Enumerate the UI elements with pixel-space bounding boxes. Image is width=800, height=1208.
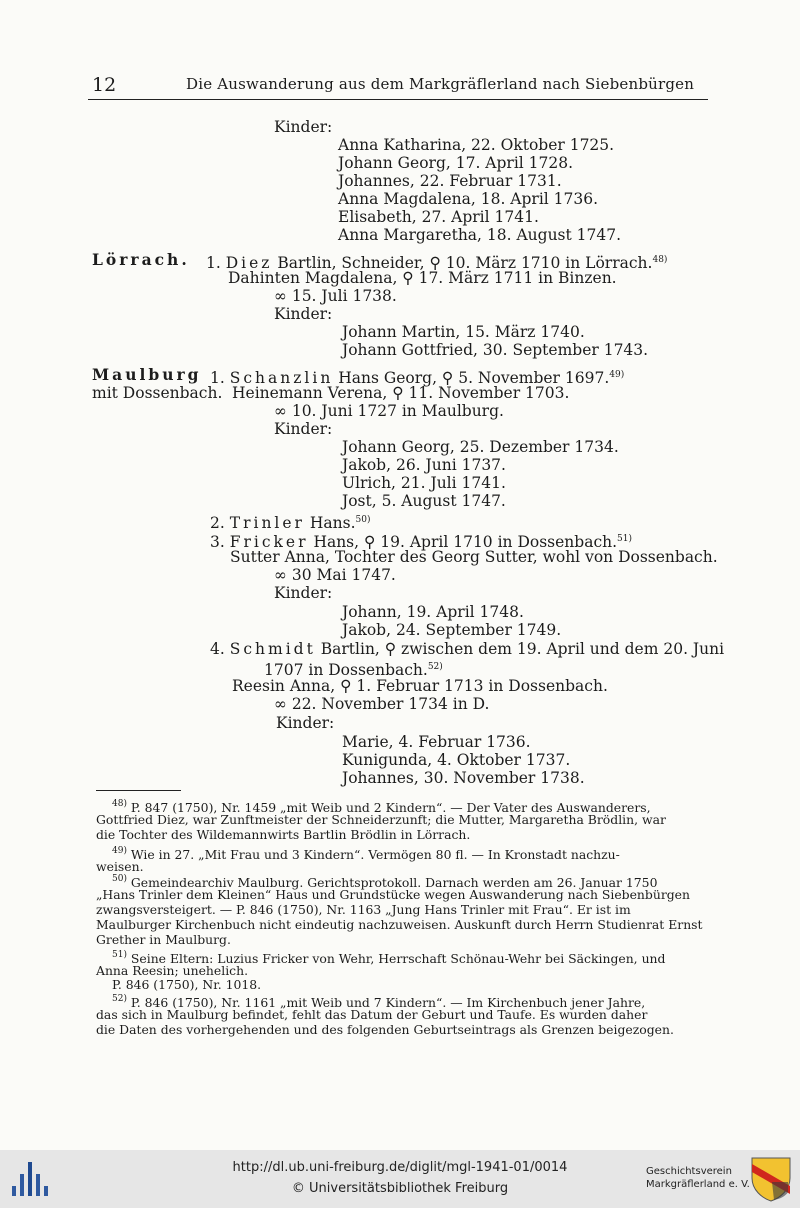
footnote-ref: 51) <box>617 534 633 544</box>
footnote-line: $^{49)}$ Wie in 27. „Mit Frau und 3 Kindern“. Vermögen 80 fl. — In Kronstadt nachzu- <box>112 846 620 862</box>
kinder-label: Kinder: <box>274 420 333 438</box>
footnote-line: weisen. <box>96 859 144 874</box>
entry-text: Bartlin, ⚲ zwischen dem 19. April und dem 20. Juni <box>315 640 725 658</box>
child-line: Ulrich, 21. Juli 1741. <box>342 474 506 492</box>
child-line: Johann Martin, 15. März 1740. <box>342 323 585 341</box>
entry-number: 1. <box>210 369 225 387</box>
footnote-ref: 48) <box>652 255 668 265</box>
copyright-notice: © Universitätsbibliothek Freiburg <box>291 1181 509 1196</box>
spouse-line: Dahinten Magdalena, ⚲ 17. März 1711 in Binzen. <box>228 269 617 287</box>
child-line: Johannes, 30. November 1738. <box>342 769 585 787</box>
footnote-ref: 50) <box>355 515 371 525</box>
footnote-ref: 52) <box>427 662 443 672</box>
child-line: Johannes, 22. Februar 1731. <box>338 172 562 190</box>
spouse-line: Heinemann Verena, ⚲ 11. November 1703. <box>232 384 570 402</box>
place-loerrach: Lörrach. <box>92 250 190 269</box>
child-line: Jost, 5. August 1747. <box>342 492 506 510</box>
entry-continuation <box>264 658 443 679</box>
child-line: Jakob, 26. Juni 1737. <box>342 456 506 474</box>
footnote-line: zwangsversteigert. — P. 846 (1750), Nr. 1163 „Jung Hans Trinler mit Frau“. Er ist im <box>96 902 631 917</box>
child-line: Johann Georg, 25. Dezember 1734. <box>342 438 619 456</box>
child-line: Johann, 19. April 1748. <box>342 603 524 621</box>
kinder-label: Kinder: <box>274 584 333 602</box>
footnote-line: „Hans Trinler dem Kleinen“ Haus und Grundstücke wegen Auswanderung nach Siebenbürgen <box>96 887 690 902</box>
entry-text: 1707 in Dossenbach. <box>264 661 428 679</box>
viewer-footer <box>0 1150 800 1208</box>
entry-text: Hans, ⚲ 19. April 1710 in Dossenbach. <box>308 533 618 551</box>
place-dossenbach: mit Dossenbach. <box>92 384 223 402</box>
child-line: Johann Georg, 17. April 1728. <box>338 154 574 172</box>
marriage-line: ∞ 22. November 1734 in D. <box>274 695 490 713</box>
child-line: Anna Katharina, 22. Oktober 1725. <box>338 136 615 154</box>
footnote-line: $^{52)}$ P. 846 (1750), Nr. 1161 „mit Weib und 7 Kindern“. — Im Kirchenbuch jener Jahre, <box>112 994 646 1010</box>
page-number: 12 <box>92 74 117 96</box>
place-maulburg: Maulburg <box>92 365 202 384</box>
surname: Schanzlin <box>229 369 334 387</box>
entry-text: Bartlin, Schneider, ⚲ 10. März 1710 in Lörrach. <box>272 254 653 272</box>
permalink-url[interactable]: http://dl.ub.uni-freiburg.de/diglit/mgl-1941-01/0014 <box>232 1160 568 1175</box>
marriage-line: ∞ 30 Mai 1747. <box>274 566 396 584</box>
child-line: Elisabeth, 27. April 1741. <box>338 208 539 226</box>
footnote-line: das sich in Maulburg befindet, fehlt das Datum der Geburt und Taufe. Es wurden daher <box>96 1007 648 1022</box>
child-line: Johann Gottfried, 30. September 1743. <box>342 341 649 359</box>
footnote-rule <box>96 790 181 791</box>
child-line: Kunigunda, 4. Oktober 1737. <box>342 751 571 769</box>
kinder-label: Kinder: <box>274 118 333 136</box>
footnote-line: die Tochter des Wildemannwirts Bartlin Brödlin in Lörrach. <box>96 827 471 842</box>
footnote-line: $^{51)}$ Seine Eltern: Luzius Fricker von Wehr, Herrschaft Schönau-Wehr bei Säckingen, und <box>112 950 666 966</box>
entry-number: 2. <box>210 514 225 532</box>
footnote-line: Grether in Maulburg. <box>96 932 231 947</box>
entry-text: Hans. <box>304 514 356 532</box>
footnote-ref: 49) <box>609 370 625 380</box>
entry-number: 1. <box>206 254 221 272</box>
surname: Schmidt <box>229 640 316 658</box>
surname: Diez <box>225 254 273 272</box>
coat-of-arms-icon <box>750 1156 792 1202</box>
footnote-line: Gottfried Diez, war Zunftmeister der Schneiderzunft; die Mutter, Margaretha Brödlin, war <box>96 812 666 827</box>
spouse-line: Sutter Anna, Tochter des Georg Sutter, wohl von Dossenbach. <box>230 548 718 566</box>
entry-maulburg-2 <box>210 511 371 532</box>
header-rule <box>88 99 708 100</box>
marriage-line: ∞ 15. Juli 1738. <box>274 287 397 305</box>
footnote-line: $^{50)}$ Gemeindearchiv Maulburg. Gerichtsprotokoll. Darnach werden am 26. Januar 1750 <box>112 874 658 890</box>
child-line: Jakob, 24. September 1749. <box>342 621 562 639</box>
entry-number: 4. <box>210 640 225 658</box>
kinder-label: Kinder: <box>274 305 333 323</box>
marriage-line: ∞ 10. Juni 1727 in Maulburg. <box>274 402 504 420</box>
footnote-line: die Daten des vorhergehenden und des folgenden Geburtseintrags als Grenzen beigezogen. <box>96 1022 674 1037</box>
footnote-line: $^{48)}$ P. 847 (1750), Nr. 1459 „mit Weib und 2 Kindern“. — Der Vater des Auswanderers, <box>112 799 651 815</box>
footnote-line: Anna Reesin; unehelich. <box>96 963 249 978</box>
surname: Fricker <box>229 533 309 551</box>
footnote-line: P. 846 (1750), Nr. 1018. <box>112 977 262 992</box>
surname: Trinler <box>229 514 305 532</box>
kinder-label: Kinder: <box>276 714 335 732</box>
society-name: Geschichtsverein Markgräflerland e. V. <box>646 1166 750 1190</box>
entry-number: 3. <box>210 533 225 551</box>
child-line: Anna Magdalena, 18. April 1736. <box>338 190 599 208</box>
entry-text: Hans Georg, ⚲ 5. November 1697. <box>333 369 610 387</box>
footnote-line: Maulburger Kirchenbuch nicht eindeutig nachzuweisen. Auskunft durch Herrn Studienrat Ernst <box>96 917 703 932</box>
spouse-line: Reesin Anna, ⚲ 1. Februar 1713 in Dossenbach. <box>232 677 608 695</box>
entry-maulburg-4 <box>210 640 724 658</box>
child-line: Marie, 4. Februar 1736. <box>342 733 531 751</box>
running-title: Die Auswanderung aus dem Markgräflerland nach Siebenbürgen <box>186 75 695 93</box>
child-line: Anna Margaretha, 18. August 1747. <box>338 226 622 244</box>
